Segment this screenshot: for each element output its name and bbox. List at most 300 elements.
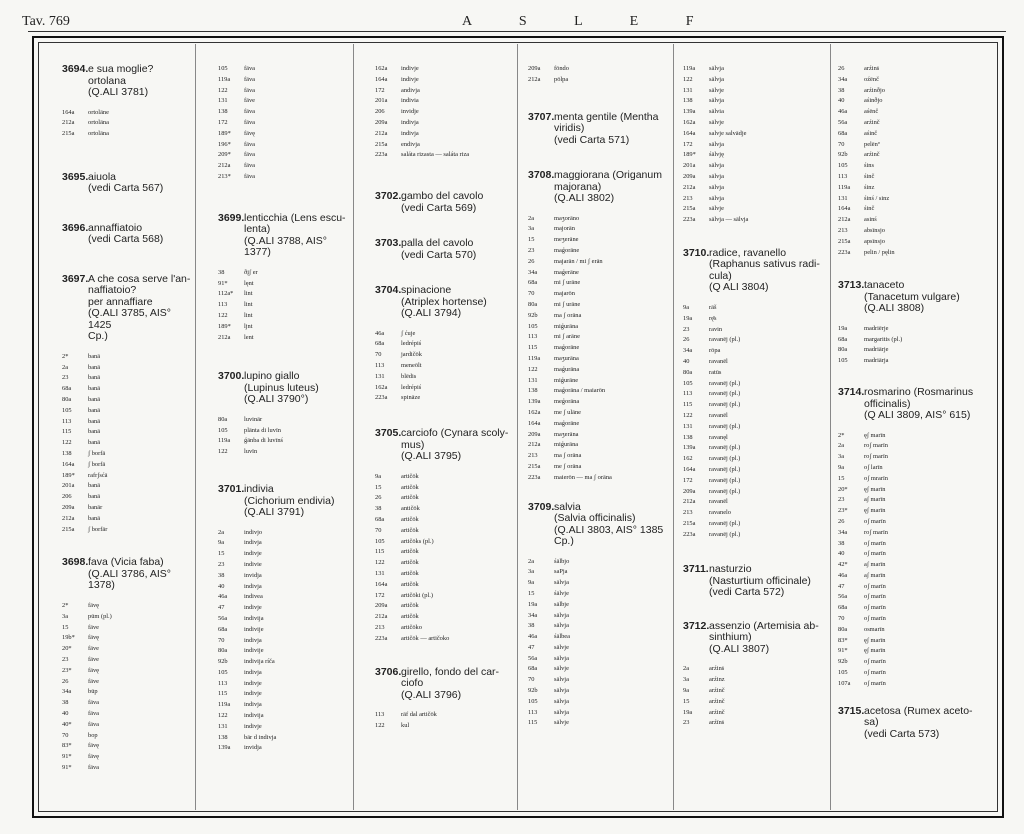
dialect-row — [62, 612, 192, 623]
dialect-row — [838, 485, 990, 496]
entry-title: girello, fondo del car- — [401, 665, 500, 678]
dialect-row — [528, 214, 668, 225]
dialect-form: ravanēl — [709, 411, 728, 419]
dialect-form: ravanēj (pl.) — [709, 422, 741, 430]
dialect-form: pūm (pl.) — [88, 612, 112, 620]
dialect-row — [62, 449, 192, 460]
dialect-row — [683, 161, 823, 172]
dialect-row — [838, 86, 990, 97]
plate-number: Tav. 769 — [22, 14, 70, 29]
dialect-form: pelēnº — [864, 140, 880, 148]
dialect-row — [62, 352, 192, 363]
dialect-form: roʃ marīn — [864, 442, 888, 450]
dialect-form: sālvje — [554, 719, 569, 727]
dialect-form: madriērje — [864, 324, 889, 332]
entry-subtitle: Cp.) — [554, 535, 574, 548]
dialect-form: aśinč — [864, 129, 878, 137]
entry-title: maggiorana (Origanum — [554, 169, 662, 182]
locality-code: 138 — [528, 387, 538, 395]
dialect-form: fāva — [244, 86, 255, 94]
dialect-row — [62, 720, 192, 731]
dialect-row — [528, 578, 668, 589]
entry-block — [375, 64, 513, 191]
dialect-row — [218, 322, 348, 333]
dialect-row — [375, 383, 513, 394]
locality-code: 92b — [528, 687, 538, 695]
dialect-row — [683, 64, 823, 75]
dialect-form: banā — [88, 493, 101, 501]
locality-code: 223a — [683, 216, 696, 224]
locality-code: 23 — [62, 655, 69, 663]
locality-code: 119a — [218, 701, 231, 709]
dialect-form: ravin — [709, 325, 723, 333]
dialect-form: oʃ marīn — [864, 517, 886, 525]
dialect-row — [375, 96, 513, 107]
locality-code: 26 — [375, 494, 382, 502]
dialect-row — [218, 150, 348, 161]
locality-code: 138 — [218, 108, 228, 116]
entry-subtitle: (Q.ALI 3794) — [401, 307, 462, 320]
locality-code: 70 — [62, 731, 69, 739]
locality-code: 15 — [683, 697, 690, 705]
dialect-form: fāva — [244, 108, 255, 116]
entry-subtitle: (Salvia officinalis) — [554, 512, 636, 525]
dialect-row — [218, 625, 348, 636]
dialect-row — [838, 614, 990, 625]
column-divider — [830, 44, 831, 810]
column — [683, 64, 823, 729]
dialect-row — [218, 333, 348, 344]
dialect-row — [683, 454, 823, 465]
dialect-row — [218, 603, 348, 614]
dialect-form: fāva — [88, 720, 99, 728]
dialect-form: banā — [88, 363, 101, 371]
dialect-form: śālvję — [709, 151, 724, 159]
locality-code: 213 — [528, 452, 538, 460]
dialect-form: arźīnṡ — [709, 719, 725, 727]
dialect-row — [838, 625, 990, 636]
dialect-row — [62, 460, 192, 471]
locality-code: 212a — [375, 613, 388, 621]
locality-code: 19a — [838, 324, 848, 332]
locality-code: 115 — [683, 401, 693, 409]
locality-code: 105 — [838, 162, 848, 170]
dialect-form: ortolāna — [88, 130, 109, 138]
dialect-row — [838, 495, 990, 506]
dialect-row — [838, 194, 990, 205]
locality-code: 172 — [683, 476, 693, 484]
dialect-form: ravanēl — [709, 498, 728, 506]
dialect-row — [838, 646, 990, 657]
dialect-form: oʃ marīn — [864, 550, 886, 558]
dialect-form: ravanēj (pl.) — [709, 336, 741, 344]
entry-heading — [375, 191, 513, 214]
entry-subtitle: cula) — [709, 269, 732, 282]
dialect-form: majarān / mi ʃ erān — [554, 257, 603, 265]
dialect-row — [528, 686, 668, 697]
dialect-row — [838, 592, 990, 603]
dialect-form: fāva — [244, 75, 255, 83]
entry-subtitle: (Lupinus luteus) — [244, 381, 319, 394]
entry-block — [375, 191, 513, 238]
dialect-row — [528, 664, 668, 675]
dialect-form: būp — [88, 688, 98, 696]
dialect-row — [218, 679, 348, 690]
dialect-row — [218, 86, 348, 97]
locality-code: 131 — [218, 97, 228, 105]
dialect-row — [62, 687, 192, 698]
dialect-row — [375, 472, 513, 483]
locality-code: 113 — [838, 172, 848, 180]
locality-code: 131 — [683, 86, 693, 94]
dialect-row — [838, 603, 990, 614]
dialect-row — [375, 483, 513, 494]
locality-code: 68a — [838, 604, 848, 612]
entry-title: lenticchia (Lens escu- — [244, 211, 346, 224]
locality-code: 34a — [683, 347, 693, 355]
dialect-form: fāvę — [88, 634, 99, 642]
locality-code: 215a — [375, 140, 388, 148]
locality-code: 162a — [375, 383, 388, 391]
locality-code: 113 — [62, 417, 72, 425]
dialect-form: fāva — [244, 162, 255, 170]
dialect-row — [62, 118, 192, 129]
locality-code: 2* — [62, 352, 69, 360]
dialect-row — [683, 487, 823, 498]
locality-code: 223a — [683, 530, 696, 538]
dialect-form: fāva — [88, 699, 99, 707]
dialect-row — [218, 279, 348, 290]
dialect-form: maǵurāna — [554, 365, 580, 373]
dialect-form: aśēnč — [864, 108, 879, 116]
dialect-row — [528, 697, 668, 708]
dialect-row — [375, 107, 513, 118]
dialect-row — [218, 722, 348, 733]
entry-subtitle: sinthium) — [709, 631, 752, 644]
entry-block — [528, 64, 668, 112]
entry-subtitle: (vedi Carta 571) — [554, 133, 630, 146]
locality-code: 23 — [218, 560, 225, 568]
dialect-form: ęʃ marīn — [864, 485, 886, 493]
dialect-row — [375, 601, 513, 612]
dialect-form: rafrʃsćā — [88, 471, 108, 479]
locality-code: 23 — [683, 719, 690, 727]
entry-block — [838, 387, 990, 706]
locality-code: 2* — [62, 601, 69, 609]
entry-subtitle: (vedi Carta 567) — [88, 182, 164, 195]
entry-heading — [62, 64, 192, 99]
column — [62, 64, 192, 774]
entry-subtitle: (Q.ALI 3788, AIS° 1377) — [244, 234, 327, 259]
dialect-form: aʃ marīn — [864, 561, 886, 569]
dialect-row — [838, 668, 990, 679]
entry-heading — [62, 274, 192, 343]
dialect-form: miǵurāne — [554, 376, 579, 384]
entry-subtitle: (vedi Carta 570) — [401, 248, 477, 261]
dialect-row — [838, 517, 990, 528]
dialect-row — [838, 679, 990, 690]
locality-code: 83* — [838, 636, 848, 644]
dialect-row — [62, 633, 192, 644]
entry-block — [683, 564, 823, 621]
dialect-row — [218, 64, 348, 75]
locality-code: 164a — [62, 460, 75, 468]
dialect-form: ravanelo — [709, 509, 731, 517]
dialect-form: bār d indivja — [244, 733, 277, 741]
entry-title: menta gentile (Mentha — [554, 110, 659, 123]
dialect-form: majarōn — [554, 290, 575, 298]
entry-subtitle: lenta) — [244, 223, 271, 236]
dialect-row — [683, 389, 823, 400]
entry-heading — [218, 371, 348, 406]
entry-block — [375, 428, 513, 666]
entry-number: 3702. — [375, 190, 402, 203]
entry-title: carciofo (Cynara scoly- — [401, 427, 509, 440]
dialect-row — [218, 560, 348, 571]
dialect-row — [528, 589, 668, 600]
entry-heading — [375, 238, 513, 261]
dialect-form: sālvje — [709, 86, 724, 94]
entry-heading — [62, 223, 192, 246]
dialect-row — [838, 539, 990, 550]
entry-heading — [838, 387, 990, 422]
dialect-row — [838, 107, 990, 118]
dialect-form: indivje — [244, 722, 262, 730]
dialect-form: pōlpa — [554, 75, 569, 83]
dialect-form: artičōk — [401, 472, 419, 480]
locality-code: 212a — [528, 75, 541, 83]
dialect-form: artičōk — [401, 526, 419, 534]
locality-code: 113 — [528, 333, 538, 341]
dialect-row — [218, 614, 348, 625]
entry-subtitle: (Q ALI 3804) — [709, 281, 769, 294]
locality-code: 3a — [838, 453, 845, 461]
locality-code: 122 — [683, 75, 693, 83]
dialect-form: absīnsjo — [864, 226, 885, 234]
locality-code: 122 — [375, 721, 385, 729]
locality-code: 38 — [62, 699, 69, 707]
entry-subtitle: (Raphanus sativus radi- — [709, 258, 820, 271]
dialect-row — [528, 643, 668, 654]
locality-code: 9a — [683, 687, 690, 695]
locality-code: 122 — [218, 448, 228, 456]
column — [838, 64, 990, 740]
dialect-row — [528, 311, 668, 322]
locality-code: 9a — [838, 463, 845, 471]
locality-code: 119a — [218, 437, 231, 445]
dialect-row — [528, 557, 668, 568]
locality-code: 209a — [528, 430, 541, 438]
dialect-form: fāve — [88, 623, 99, 631]
locality-code: 209a — [528, 65, 541, 72]
entry-subtitle: majorana) — [554, 180, 602, 193]
entry-subtitle: (vedi Carta 568) — [88, 233, 164, 246]
dialect-row — [683, 325, 823, 336]
dialect-form: kul — [401, 721, 410, 729]
dialect-form: oʃ marīn — [864, 582, 886, 590]
entry-block — [838, 706, 990, 741]
locality-code: 215a — [683, 205, 696, 213]
locality-code: 46a — [375, 329, 385, 337]
locality-code: 105 — [683, 379, 693, 387]
dialect-form: artičōk — [401, 515, 419, 523]
dialect-form: maʒurāna — [554, 354, 579, 362]
dialect-form: artičōks (pl.) — [401, 537, 434, 545]
dialect-row — [528, 354, 668, 365]
entry-subtitle: (Q.ALI 3796) — [401, 688, 462, 701]
dialect-form: oʃ mrarīn — [864, 474, 888, 482]
dialect-row — [218, 571, 348, 582]
locality-code: 212a — [838, 216, 851, 224]
locality-code: 113 — [218, 679, 228, 687]
locality-code: 9a — [683, 303, 690, 311]
dialect-form: oʃ marīn — [864, 539, 886, 547]
dialect-form: sālvja — [554, 654, 569, 662]
dialect-row — [528, 322, 668, 333]
dialect-row — [838, 248, 990, 259]
dialect-form: artičōk — [401, 559, 419, 567]
dialect-row — [218, 268, 348, 279]
dialect-form: ortolāna — [88, 119, 109, 127]
dialect-row — [683, 172, 823, 183]
dialect-row — [683, 107, 823, 118]
locality-code: 105 — [218, 426, 228, 434]
entry-subtitle: viridis) — [554, 122, 585, 135]
dialect-form: ljnt — [244, 322, 253, 330]
locality-code: 68a — [375, 340, 385, 348]
locality-code: 115 — [218, 690, 228, 698]
dialect-row — [528, 75, 668, 86]
dialect-form: śālvje — [554, 589, 569, 597]
column — [218, 64, 348, 754]
dialect-form: rōpa — [709, 347, 721, 355]
locality-code: 223a — [838, 248, 851, 256]
entry-subtitle: (Q ALI 3809, AIS° 615) — [864, 409, 971, 422]
dialect-form: ravanēj (pl.) — [709, 476, 741, 484]
dialect-row — [62, 514, 192, 525]
entry-block — [62, 557, 192, 773]
dialect-row — [683, 368, 823, 379]
locality-code: 92b — [218, 658, 228, 666]
dialect-form: lęnt — [244, 279, 254, 287]
atlas-title: A S L E F — [462, 14, 716, 29]
dialect-row — [683, 335, 823, 346]
dialect-form: antičōk — [401, 505, 420, 513]
dialect-row — [218, 447, 348, 458]
page-header — [0, 10, 1024, 32]
dialect-form: ortolāne — [88, 108, 109, 116]
locality-code: 105 — [62, 406, 72, 414]
locality-code: 113 — [375, 711, 385, 718]
dialect-form: sālvia — [709, 108, 724, 116]
entry-number: 3700. — [218, 370, 245, 383]
dialect-form: arźinč — [709, 708, 725, 716]
locality-code: 70 — [375, 526, 382, 534]
dialect-row — [838, 96, 990, 107]
entry-number: 3714. — [838, 386, 865, 399]
dialect-row — [375, 129, 513, 140]
dialect-row — [683, 346, 823, 357]
dialect-form: invidje — [401, 108, 419, 116]
dialect-form: ęʃ marīn — [864, 431, 886, 439]
dialect-row — [683, 379, 823, 390]
column — [375, 64, 513, 732]
locality-code: 2a — [683, 665, 690, 673]
dialect-row — [683, 697, 823, 708]
locality-code: 122 — [218, 712, 228, 720]
locality-code: 162a — [528, 408, 541, 416]
entry-block — [375, 238, 513, 285]
dialect-form: fāva — [244, 151, 255, 159]
locality-code: 2* — [838, 431, 845, 439]
dialect-row — [838, 335, 990, 346]
locality-code: 213 — [683, 509, 693, 517]
dialect-form: maǵorāna / maiarōn — [554, 387, 606, 395]
dialect-row — [683, 303, 823, 314]
entry-subtitle: (Q.ALI 3808) — [864, 302, 925, 315]
entry-heading — [375, 285, 513, 320]
dialect-form: indivjo — [244, 528, 263, 536]
dialect-form: oʃ marīn — [864, 669, 886, 677]
dialect-form: maierōn — ma ʃ orāna — [554, 473, 612, 481]
locality-code: 107a — [838, 679, 851, 687]
dialect-row — [375, 75, 513, 86]
locality-code: 34a — [528, 611, 538, 619]
dialect-form: ravanēj (pl.) — [709, 487, 741, 495]
locality-code: 215a — [838, 237, 851, 245]
dialect-row — [62, 129, 192, 140]
dialect-form: ravanēj (pl.) — [709, 455, 741, 463]
entry-subtitle: Cp.) — [88, 330, 108, 343]
dialect-form: ʃ borfār — [88, 525, 108, 533]
dialect-row — [528, 268, 668, 279]
dialect-form: indivje — [244, 604, 262, 612]
dialect-form: sālvja — [554, 579, 569, 587]
dialect-form: indivja — [244, 668, 262, 676]
entry-title: salvia — [554, 500, 581, 513]
dialect-row — [683, 718, 823, 729]
locality-code: 46a — [838, 108, 848, 116]
entry-subtitle: (Q.ALI 3790°) — [244, 393, 309, 406]
locality-code: 113 — [683, 390, 693, 398]
locality-code: 80a — [62, 396, 72, 404]
dialect-row — [62, 731, 192, 742]
locality-code: 80a — [218, 647, 228, 655]
dialect-row — [683, 75, 823, 86]
dialect-form: ðįʃ er — [244, 268, 258, 276]
dialect-form: śinś / sinz — [864, 194, 890, 202]
dialect-form: arźinðjo — [864, 86, 885, 94]
locality-code: 23 — [62, 374, 69, 382]
dialect-form: banā — [88, 396, 101, 404]
locality-code: 164a — [528, 419, 541, 427]
locality-code: 213 — [683, 194, 693, 202]
entry-heading — [683, 564, 823, 599]
locality-code: 105 — [528, 322, 538, 330]
dialect-row — [683, 96, 823, 107]
dialect-row — [838, 215, 990, 226]
dialect-row — [528, 430, 668, 441]
locality-code: 19a — [683, 708, 693, 716]
dialect-form: maʒerāna — [554, 430, 579, 438]
dialect-row — [528, 708, 668, 719]
entry-block — [838, 280, 990, 387]
locality-code: 2a — [528, 557, 535, 565]
dialect-row — [375, 526, 513, 537]
dialect-row — [375, 721, 513, 732]
dialect-row — [62, 698, 192, 709]
locality-code: 26 — [838, 517, 845, 525]
